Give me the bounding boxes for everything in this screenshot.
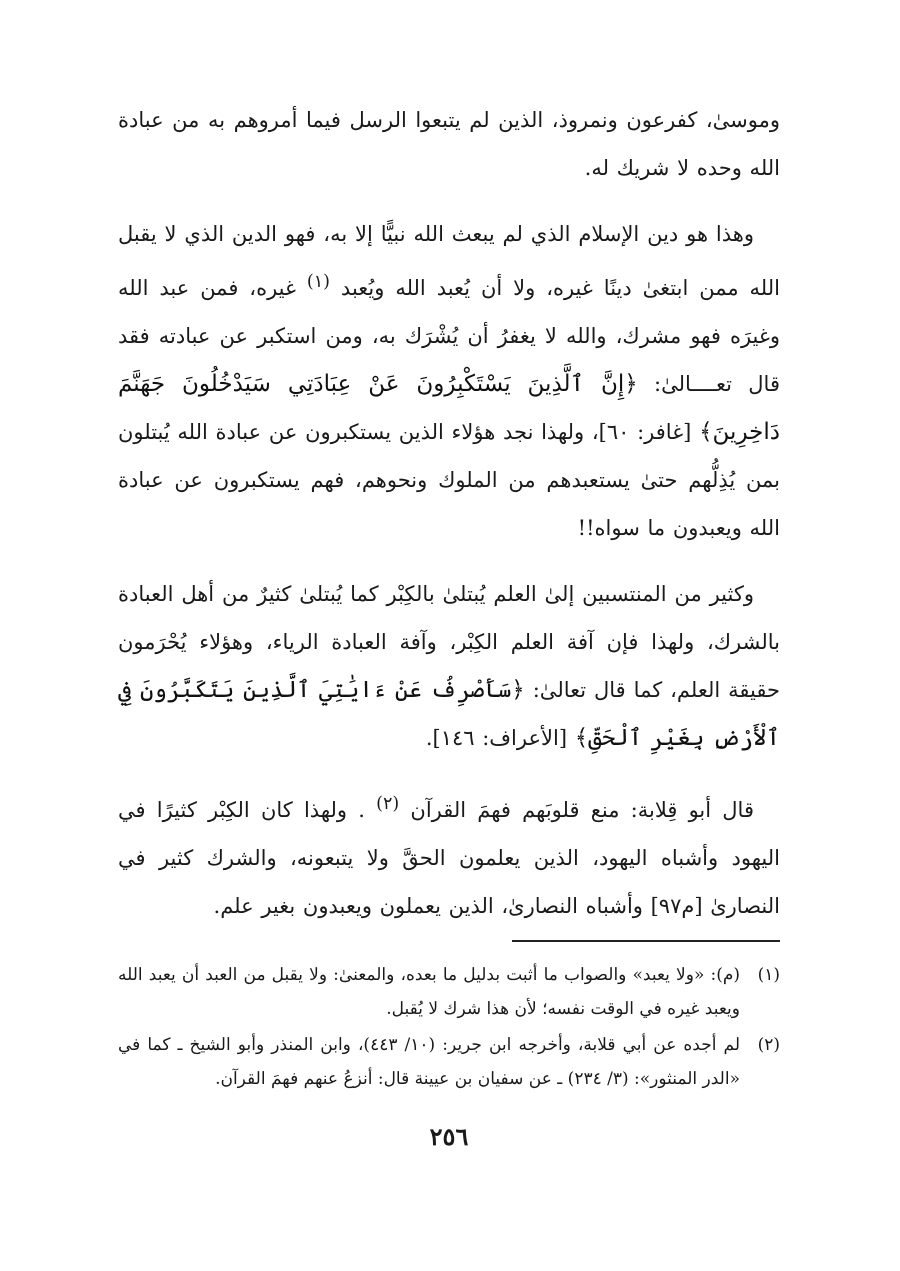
footnote-2-number: (٢) [757, 1035, 780, 1055]
paragraph-1-text: وموسىٰ، كفرعون ونمروذ، الذين لم يتبعوا الرسل فيما أمروهم به من عبادة الله وحده لا شريك له. [118, 108, 780, 180]
page-number: ٢٥٦ [429, 1122, 469, 1151]
footnote-ref-2: (٢) [376, 794, 400, 814]
paragraph-1 [118, 96, 780, 192]
paragraph-3-text-b: [الأعراف: ١٤٦]. [425, 726, 568, 750]
footnote-1-number: (١) [757, 965, 780, 985]
paragraph-4 [118, 780, 780, 930]
footnote-ref-1: (١) [306, 272, 330, 292]
paragraph-3 [118, 570, 780, 762]
footnote-1-text: (م): «ولا يعبد» والصواب ما أثبت بدليل ما بعده، والمعنىٰ: ولا يقبل من العبد أن يعبد الله ويعبد غيره في الوقت نفسه؛ لأن هذا شرك لا يُقبل. [118, 965, 740, 1019]
quran-verse-araf: ﴿سَأَصْرِفُ عَنْ ءَايَٰتِيَ ٱلَّذِينَ يَتَكَبَّرُونَ فِي ٱلْأَرْضِ بِغَيْرِ ٱلْحَقِّ﴾ [118, 677, 780, 751]
footnote-2 [118, 1028, 780, 1096]
footnote-1 [118, 958, 780, 1026]
paragraph-3-text-a: وكثير من المنتسبين إلىٰ العلم يُبتلىٰ بالكِبْر كما يُبتلىٰ كثيرٌ من أهل العبادة بالشرك، ولهذا فإن آفة العلم الكِبْر، وآفة العبادة الرياء، وهؤلاء يُحْرَمون حقيقة العلم، كما قال تعالىٰ: [118, 582, 780, 702]
paragraph-2-text-b: غيره، فمن عبد الله وغيرَه فهو مشرك، والله لا يغفرُ أن يُشْرَك به، ومن استكبر عن عبادته فقد قال تعــــالىٰ: [118, 276, 780, 396]
paragraph-4-text-a: قال أبو قِلابة: منع قلوبَهم فهمَ القرآن [410, 798, 754, 822]
quran-verse-ghafir: ﴿إِنَّ ٱلَّذِينَ يَسْتَكْبِرُونَ عَنْ عِبَادَتِي سَيَدْخُلُونَ جَهَنَّمَ دَاخِرِينَ﴾ [118, 371, 780, 445]
paragraph-2-text-a: وهذا هو دين الإسلام الذي لم يبعث الله نبيًّا إلا به، فهو الدين الذي لا يقبل الله ممن ابتغىٰ دينًا غيره، ولا أن يُعبد الله ويُعبد [118, 222, 780, 300]
book-page [118, 96, 780, 1196]
footnote-divider [512, 940, 780, 942]
paragraph-2-text-c: [غافر: ٦٠]، ولهذا نجد هؤلاء الذين يستكبرون عن عبادة الله يُبتلون بمن يُذِلُّهم حتىٰ يستعبدهم من الملوك ونحوهم، فهم يستكبرون عن عبادة الله ويعبدون ما سواه!! [118, 420, 780, 540]
footnotes [118, 958, 780, 1098]
paragraph-4-text-b: . ولهذا كان الكِبْر كثيرًا في اليهود وأشباه اليهود، الذين يعلمون الحقَّ ولا يتبعونه، والشرك كثير في النصارىٰ [م٩٧] وأشباه النصارىٰ، الذين يعملون ويعبدون بغير علم. [118, 798, 780, 918]
paragraph-2 [118, 210, 780, 552]
footnote-2-text: لم أجده عن أبي قلابة، وأخرجه ابن جرير: (١٠/ ٤٤٣)، وابن المنذر وأبو الشيخ ـ كما في «الدر المنثور»: (٣/ ٢٣٤) ـ عن سفيان بن عيينة قال: أنزعُ عنهم فهمَ القرآن. [118, 1035, 740, 1089]
